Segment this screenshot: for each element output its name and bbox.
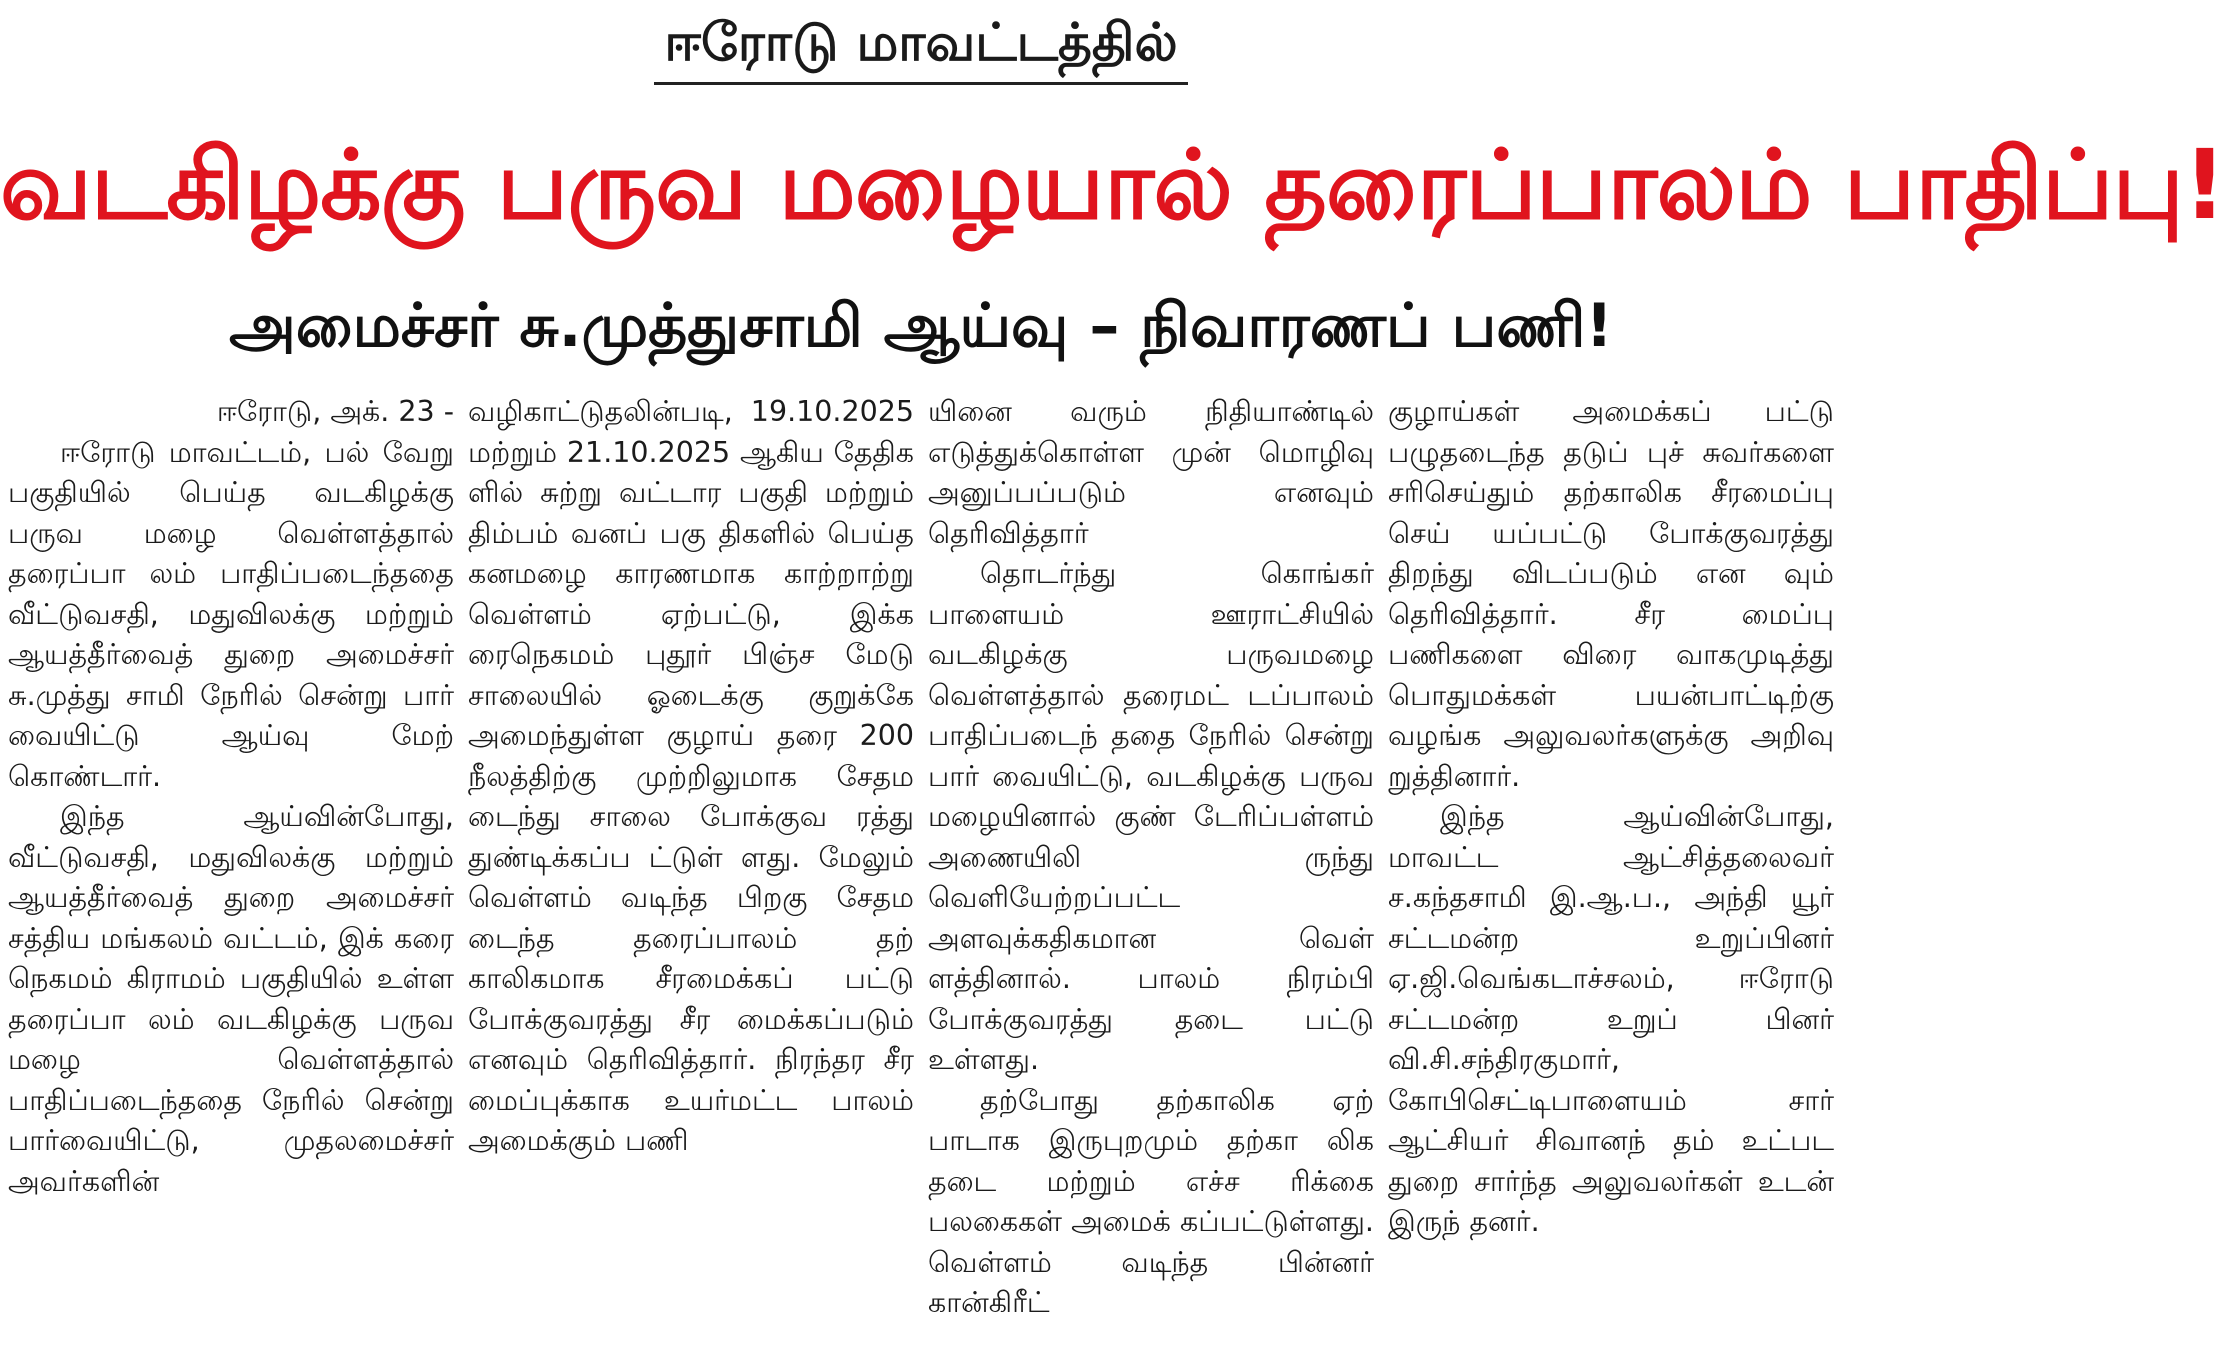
kicker-text: ஈரோடு மாவட்டத்தில் <box>654 14 1187 85</box>
dateline: ஈரோடு, அக். 23 - <box>216 395 454 428</box>
paragraph: தொடர்ந்து கொங்கர் பாளையம் ஊராட்சியில் வடகிழக்கு பருவமழை வெள்ளத்தால் தரைமட் டப்பாலம் பாதிப்படைந் ததை நேரில் சென்று பார் வையிட்டு, வடகிழக்கு பருவ மழையினால் குண் டேரிப்பள்ளம் அணையிலி ருந்து வெளியேற்றப்பட்ட அளவுக்கதிகமான வெள் ளத்தினால். பாலம் நிரம்பி போக்குவரத்து தடை பட்டு உள்ளது. <box>928 557 1374 1076</box>
kicker-heading <box>0 14 1842 85</box>
paragraph: தற்போது தற்காலிக ஏற் பாடாக இருபுறமும் தற்கா லிக தடை மற்றும் எச்ச ரிக்கை பலகைகள் அமைக் கப்பட்டுள்ளது. வெள்ளம் வடிந்த பின்னர் கான்கிரீட் <box>928 1083 1374 1319</box>
paragraph: ஈரோடு மாவட்டம், பல் வேறு பகுதியில் பெய்த வடகிழக்கு பருவ மழை வெள்ளத்தால் தரைப்பா லம் பாதிப்படைந்ததை வீட்டுவசதி, மதுவிலக்கு மற்றும் ஆயத்தீர்வைத் துறை அமைச்சர் சு.முத்து சாமி நேரில் சென்று பார் வையிட்டு ஆய்வு மேற் கொண்டார். <box>8 435 454 793</box>
paragraph: வழிகாட்டுதலின்படி, 19.10.2025 மற்றும் 21.10.2025 ஆகிய தேதிக ளில் சுற்று வட்டார பகுதி மற்றும் திம்பம் வனப் பகு திகளில் பெய்த கனமழை காரணமாக காற்றாற்று வெள்ளம் ஏற்பட்டு, இக்க ரைநெகமம் புதூர் பிஞ்ச மேடு சாலையில் ஓடைக்கு குறுக்கே அமைந்துள்ள குழாய் தரை 200 நீலத்திற்கு முற்றிலுமாக சேதம டைந்து சாலை போக்குவ ரத்து துண்டிக்கப்ப ட்டுள் ளது. மேலும் வெள்ளம் வடிந்த பிறகு சேதம டைந்த தரைப்பாலம் தற் காலிகமாக சீரமைக்கப் பட்டு போக்குவரத்து சீர மைக்கப்படும் எனவும் தெரிவித்தார். நிரந்தர சீர மைப்புக்காக உயர்மட்ட பாலம் அமைக்கும் பணி <box>468 395 914 1157</box>
paragraph: யினை வரும் நிதியாண்டில் எடுத்துக்கொள்ள முன் மொழிவு அனுப்பப்படும் எனவும் தெரிவித்தார் <box>928 395 1374 550</box>
paragraph: இந்த ஆய்வின்போது, வீட்டுவசதி, மதுவிலக்கு மற்றும் ஆயத்தீர்வைத் துறை அமைச்சர் சத்திய மங்கலம் வட்டம், இக் கரை நெகமம் கிராமம் பகுதியில் உள்ள தரைப்பா லம் வடகிழக்கு பருவ மழை வெள்ளத்தால் பாதிப்படைந்ததை நேரில் சென்று பார்வையிட்டு, முதலமைச்சர் அவர்களின் <box>8 800 454 1198</box>
article-column-3 <box>928 392 1374 1348</box>
subheadline: அமைச்சர் சு.முத்துசாமி ஆய்வு – நிவாரணப் பணி! <box>229 291 1613 361</box>
headline: வடகிழக்கு பருவ மழையால் தரைப்பாலம் பாதிப்பு! <box>0 129 2226 241</box>
article-column-2 <box>468 392 914 1348</box>
paragraph: இந்த ஆய்வின்போது, மாவட்ட ஆட்சித்தலைவர் ச.கந்தசாமி இ.ஆ.ப., அந்தி யூர் சட்டமன்ற உறுப்பினர் ஏ.ஜி.வெங்கடாச்சலம், ஈரோடு சட்டமன்ற உறுப் பினர் வி.சி.சந்திரகுமார், கோபிசெட்டிபாளையம் சார் ஆட்சியர் சிவானந் தம் உட்பட துறை சார்ந்த அலுவலர்கள் உடன் இருந் தனர். <box>1388 800 1834 1238</box>
article-body <box>8 392 1834 1348</box>
article-column-1 <box>8 392 454 1348</box>
paragraph: குழாய்கள் அமைக்கப் பட்டு பழுதடைந்த தடுப் புச் சுவர்களை சரிசெய்தும் தற்காலிக சீரமைப்பு செய் யப்பட்டு போக்குவரத்து திறந்து விடப்படும் என வும் தெரிவித்தார். சீர மைப்பு பணிகளை விரை வாகமுடித்து பொதுமக்கள் பயன்பாட்டிற்கு வழங்க அலுவலர்களுக்கு அறிவு றுத்தினார். <box>1388 395 1834 793</box>
article-column-4 <box>1388 392 1834 1348</box>
